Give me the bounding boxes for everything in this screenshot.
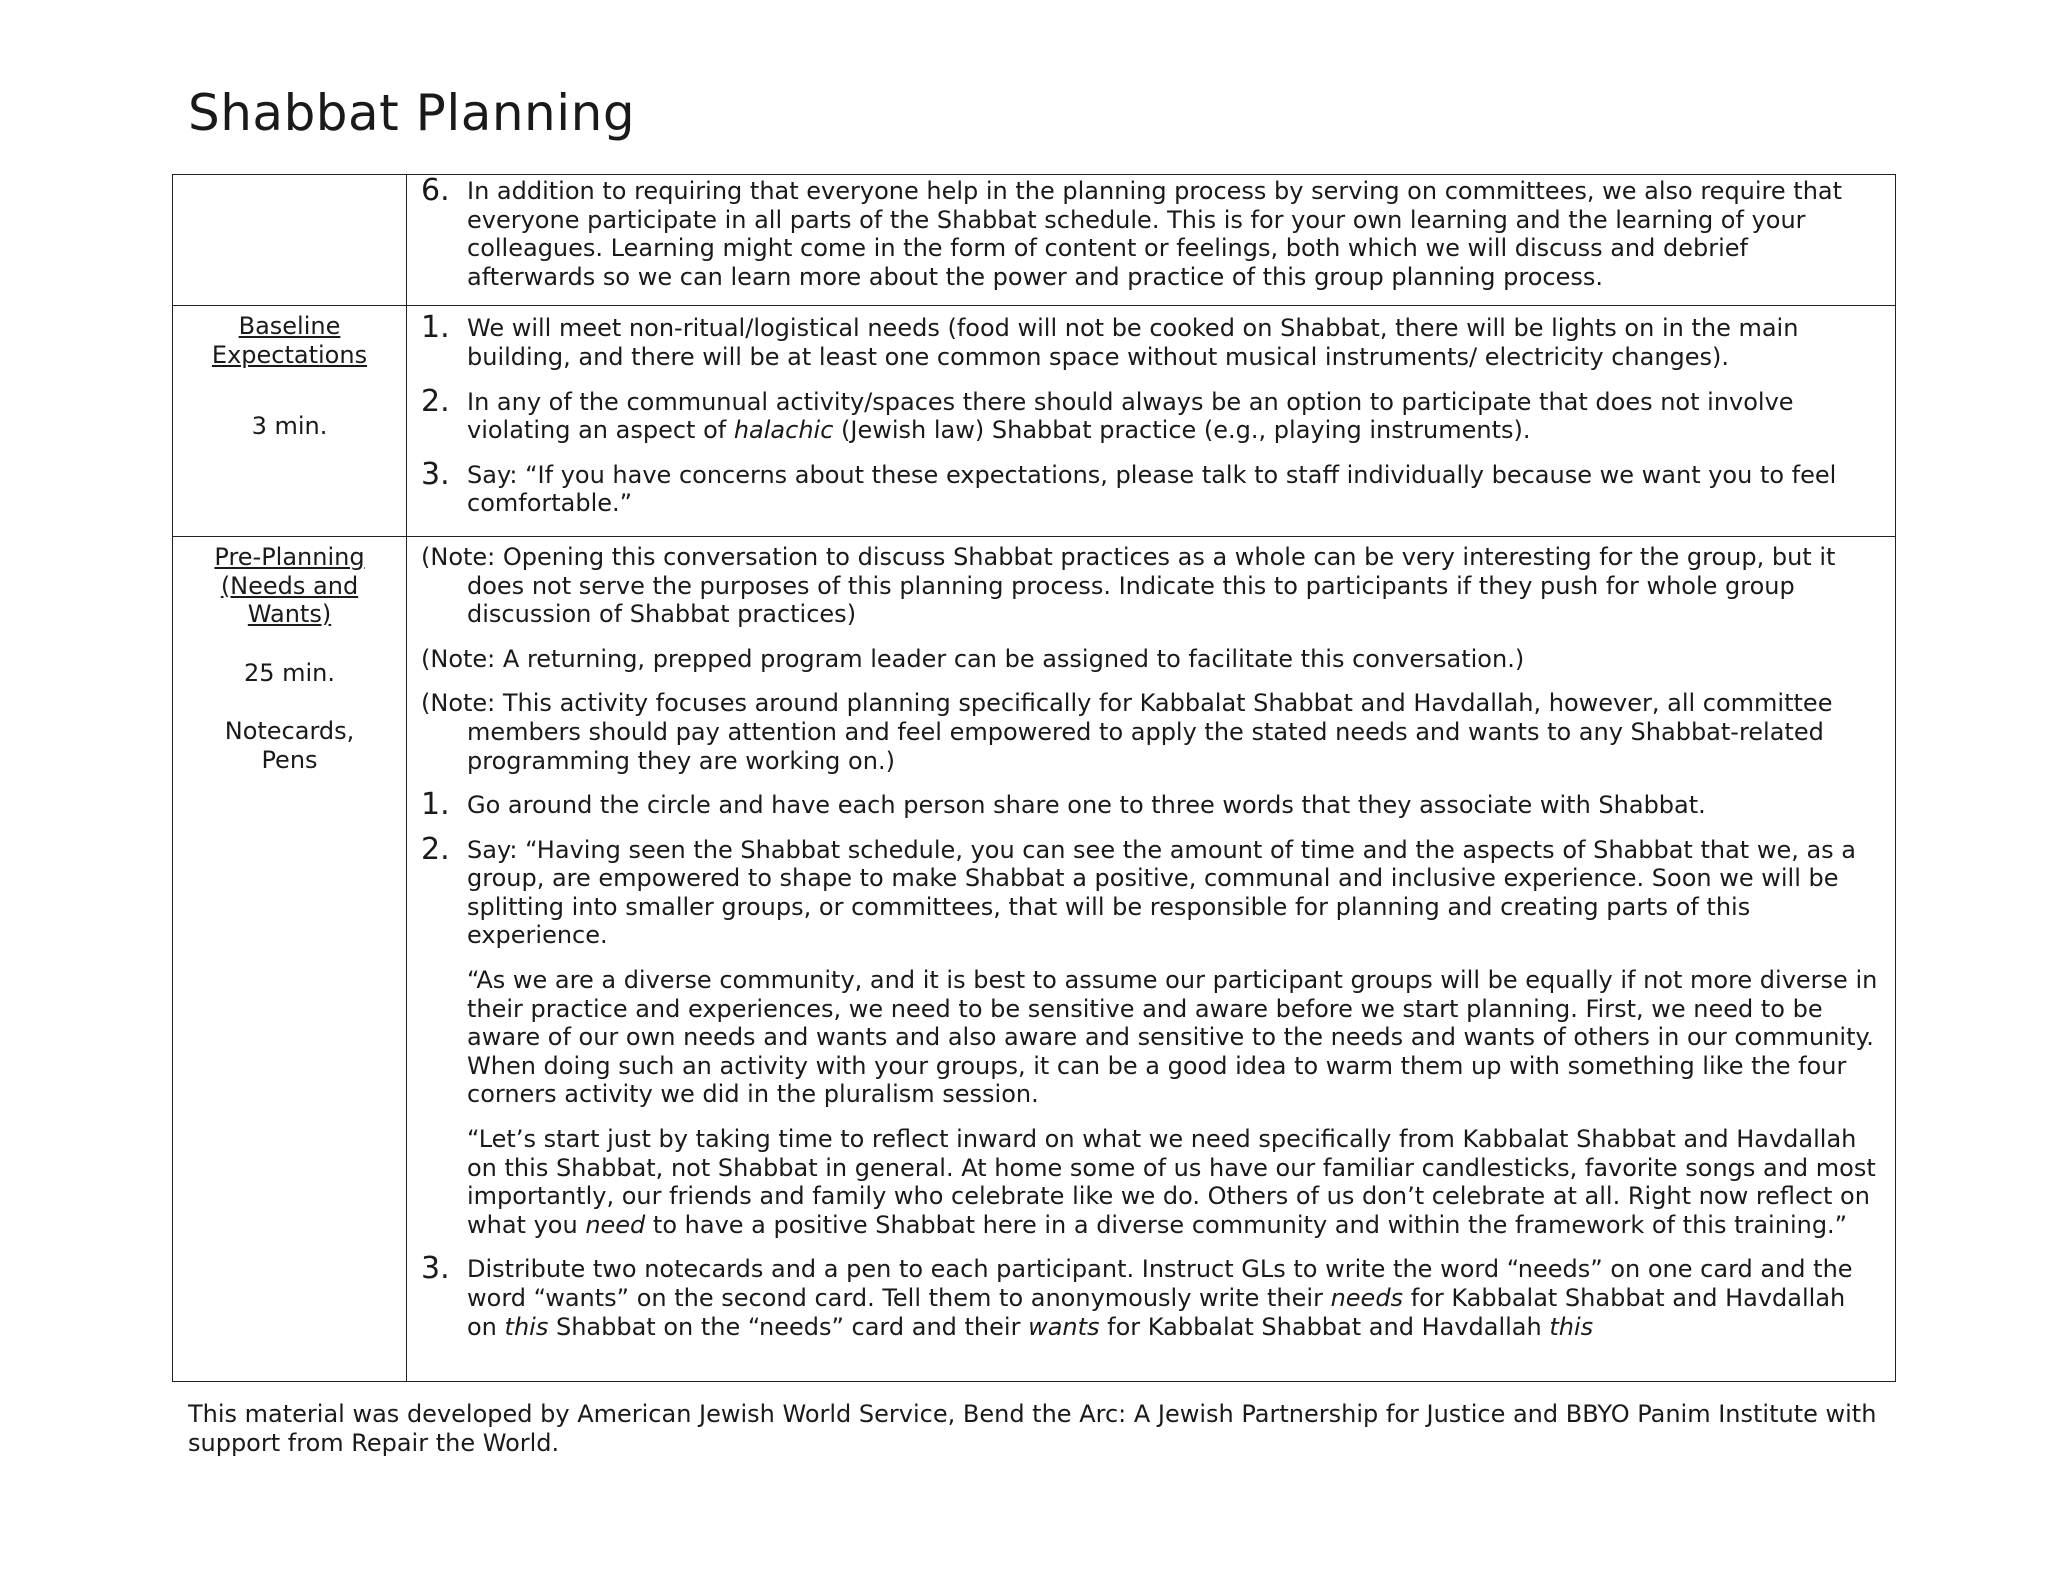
item-text: Say: “Having seen the Shabbat schedule, you can see the amount of time and the aspects of Shabbat that we, as a group, are empowered to shape to make Shabbat a positive, communal and inclusive experience. Soon we will be splitting into smaller groups, or committees, that will be responsible for planning and creating parts of this experience.: [467, 835, 1857, 950]
item-text-part: Distribute two notecards and a pen to each participant. Instruct GLs to write the word “needs” on one card and the word “wants” on the second card. Tell them to anonymously write their: [467, 1255, 1853, 1312]
table-row: [173, 306, 1896, 537]
section-heading: Pre-Planning: [214, 542, 365, 571]
item-text-part: In any of the communual activity/spaces there should always be an option to participate that does not involve violating an aspect of: [467, 387, 1794, 445]
section-cell: [173, 306, 407, 537]
section-heading: (Needs and: [220, 571, 359, 600]
section-time: 3 min.: [251, 411, 328, 440]
quote-paragraph: “As we are a diverse community, and it is best to assume our participant groups will be equally if not more diverse in their practice and experiences, we need to be sensitive and aware before we start planning. First, we need to be aware of our own needs and wants and also aware and sensitive to the needs and wants of others in our community. When doing such an activity with your groups, it can be a good idea to warm them up with something like the four corners activity we did in the pluralism session.: [467, 966, 1878, 1109]
section-heading: Expectations: [211, 340, 368, 369]
item-text-part: for Kabbalat Shabbat and Havdallah: [1099, 1312, 1550, 1341]
item-text: [467, 1255, 1879, 1341]
item-number: 3.: [421, 1251, 450, 1287]
item-number: 2.: [421, 831, 450, 867]
section-cell-empty: [173, 175, 407, 306]
quote-paragraph: [421, 1125, 1879, 1239]
item-number: 1.: [421, 787, 450, 823]
section-cell: [173, 536, 407, 1381]
item-text-part: for Kabbalat Shabbat and Havdallah on: [467, 1284, 1846, 1341]
item-text: In addition to requiring that everyone help in the planning process by serving on committees, we also require that everyone participate in all parts of the Shabbat schedule. This is for your own learning and the learning of your colleagues. Learning might come in the form of content or feelings, both which we will discuss and debrief afterwards so we can learn more about the power and practice of this group planning process.: [467, 177, 1843, 291]
facilitator-note: (Note: This activity focuses around planning specifically for Kabbalat Shabbat and Havdallah, however, all committee members should pay attention and feel empowered to apply the stated needs and wants to any Shabbat-related programming they are working on.): [421, 689, 1833, 775]
item-text: Say: “If you have concerns about these expectations, please talk to staff individually because we want you to feel comfortable.”: [467, 460, 1837, 518]
page-title: Shabbat Planning: [188, 84, 636, 142]
item-text-emphasis: this: [504, 1312, 549, 1341]
shabbat-planning-table: [172, 174, 1896, 1382]
facilitator-note: (Note: A returning, prepped program leader can be assigned to facilitate this conversation.): [421, 644, 1525, 673]
table-row: [173, 536, 1896, 1381]
list-item: [421, 787, 1879, 823]
item-text-emphasis: needs: [1330, 1284, 1404, 1312]
list-item: [421, 173, 1879, 291]
section-materials: Notecards,: [224, 717, 355, 746]
item-text: We will meet non-ritual/logistical needs (food will not be cooked on Shabbat, there will be lights on in the main building, and there will be at least one common space without musical instruments/ electricity changes).: [467, 314, 1799, 371]
footer-credit: This material was developed by American Jewish World Service, Bend the Arc: A Jewish Partnership for Justice and BBYO Panim Institute with support from Repair the World.: [188, 1400, 1877, 1457]
facilitator-note: (Note: Opening this conversation to discuss Shabbat practices as a whole can be very interesting for the group, but it does not serve the purposes of this planning process. Indicate this to participants if they push for whole group discussion of Shabbat practices): [421, 542, 1836, 629]
paragraph-emphasis: need: [585, 1210, 646, 1239]
list-item: [421, 1251, 1879, 1341]
table-row: [173, 175, 1896, 306]
paragraph-part: “Let’s start just by taking time to reflect inward on what we need specifically from Kabbalat Shabbat and Havdallah on this Shabbat, not Shabbat in general. At home some of us have our familiar candlesticks, favorite songs and most importantly, our friends and family who celebrate like we do. Others of us don’t celebrate at all. Right now reflect on what you: [467, 1125, 1876, 1239]
list-item: [421, 310, 1879, 371]
item-text-emphasis: wants: [1028, 1312, 1100, 1341]
paragraph-part: to have a positive Shabbat here in a diverse community and within the framework of this training.”: [645, 1210, 1848, 1239]
item-number: 1.: [421, 310, 450, 346]
item-number: 2.: [421, 383, 450, 419]
section-heading: Wants): [247, 600, 332, 629]
list-item: [421, 456, 1879, 518]
item-text-part: Shabbat on the “needs” card and their: [548, 1312, 1029, 1341]
item-number: 3.: [421, 456, 450, 492]
content-cell: [407, 536, 1896, 1381]
content-cell: [407, 175, 1896, 306]
item-text: Go around the circle and have each person share one to three words that they associate with Shabbat.: [467, 791, 1706, 820]
item-text-emphasis: halachic: [733, 416, 834, 445]
item-text-part: (Jewish law) Shabbat practice (e.g., playing instruments).: [833, 416, 1531, 445]
section-heading: Baseline: [238, 312, 341, 341]
list-item: [421, 831, 1879, 950]
item-number: 6.: [421, 173, 450, 208]
section-time: 25 min.: [243, 658, 336, 687]
item-text-emphasis: this: [1549, 1312, 1594, 1341]
content-cell: [407, 306, 1896, 537]
item-text: [467, 388, 1879, 445]
section-materials: Pens: [261, 745, 318, 774]
list-item: [421, 383, 1879, 445]
